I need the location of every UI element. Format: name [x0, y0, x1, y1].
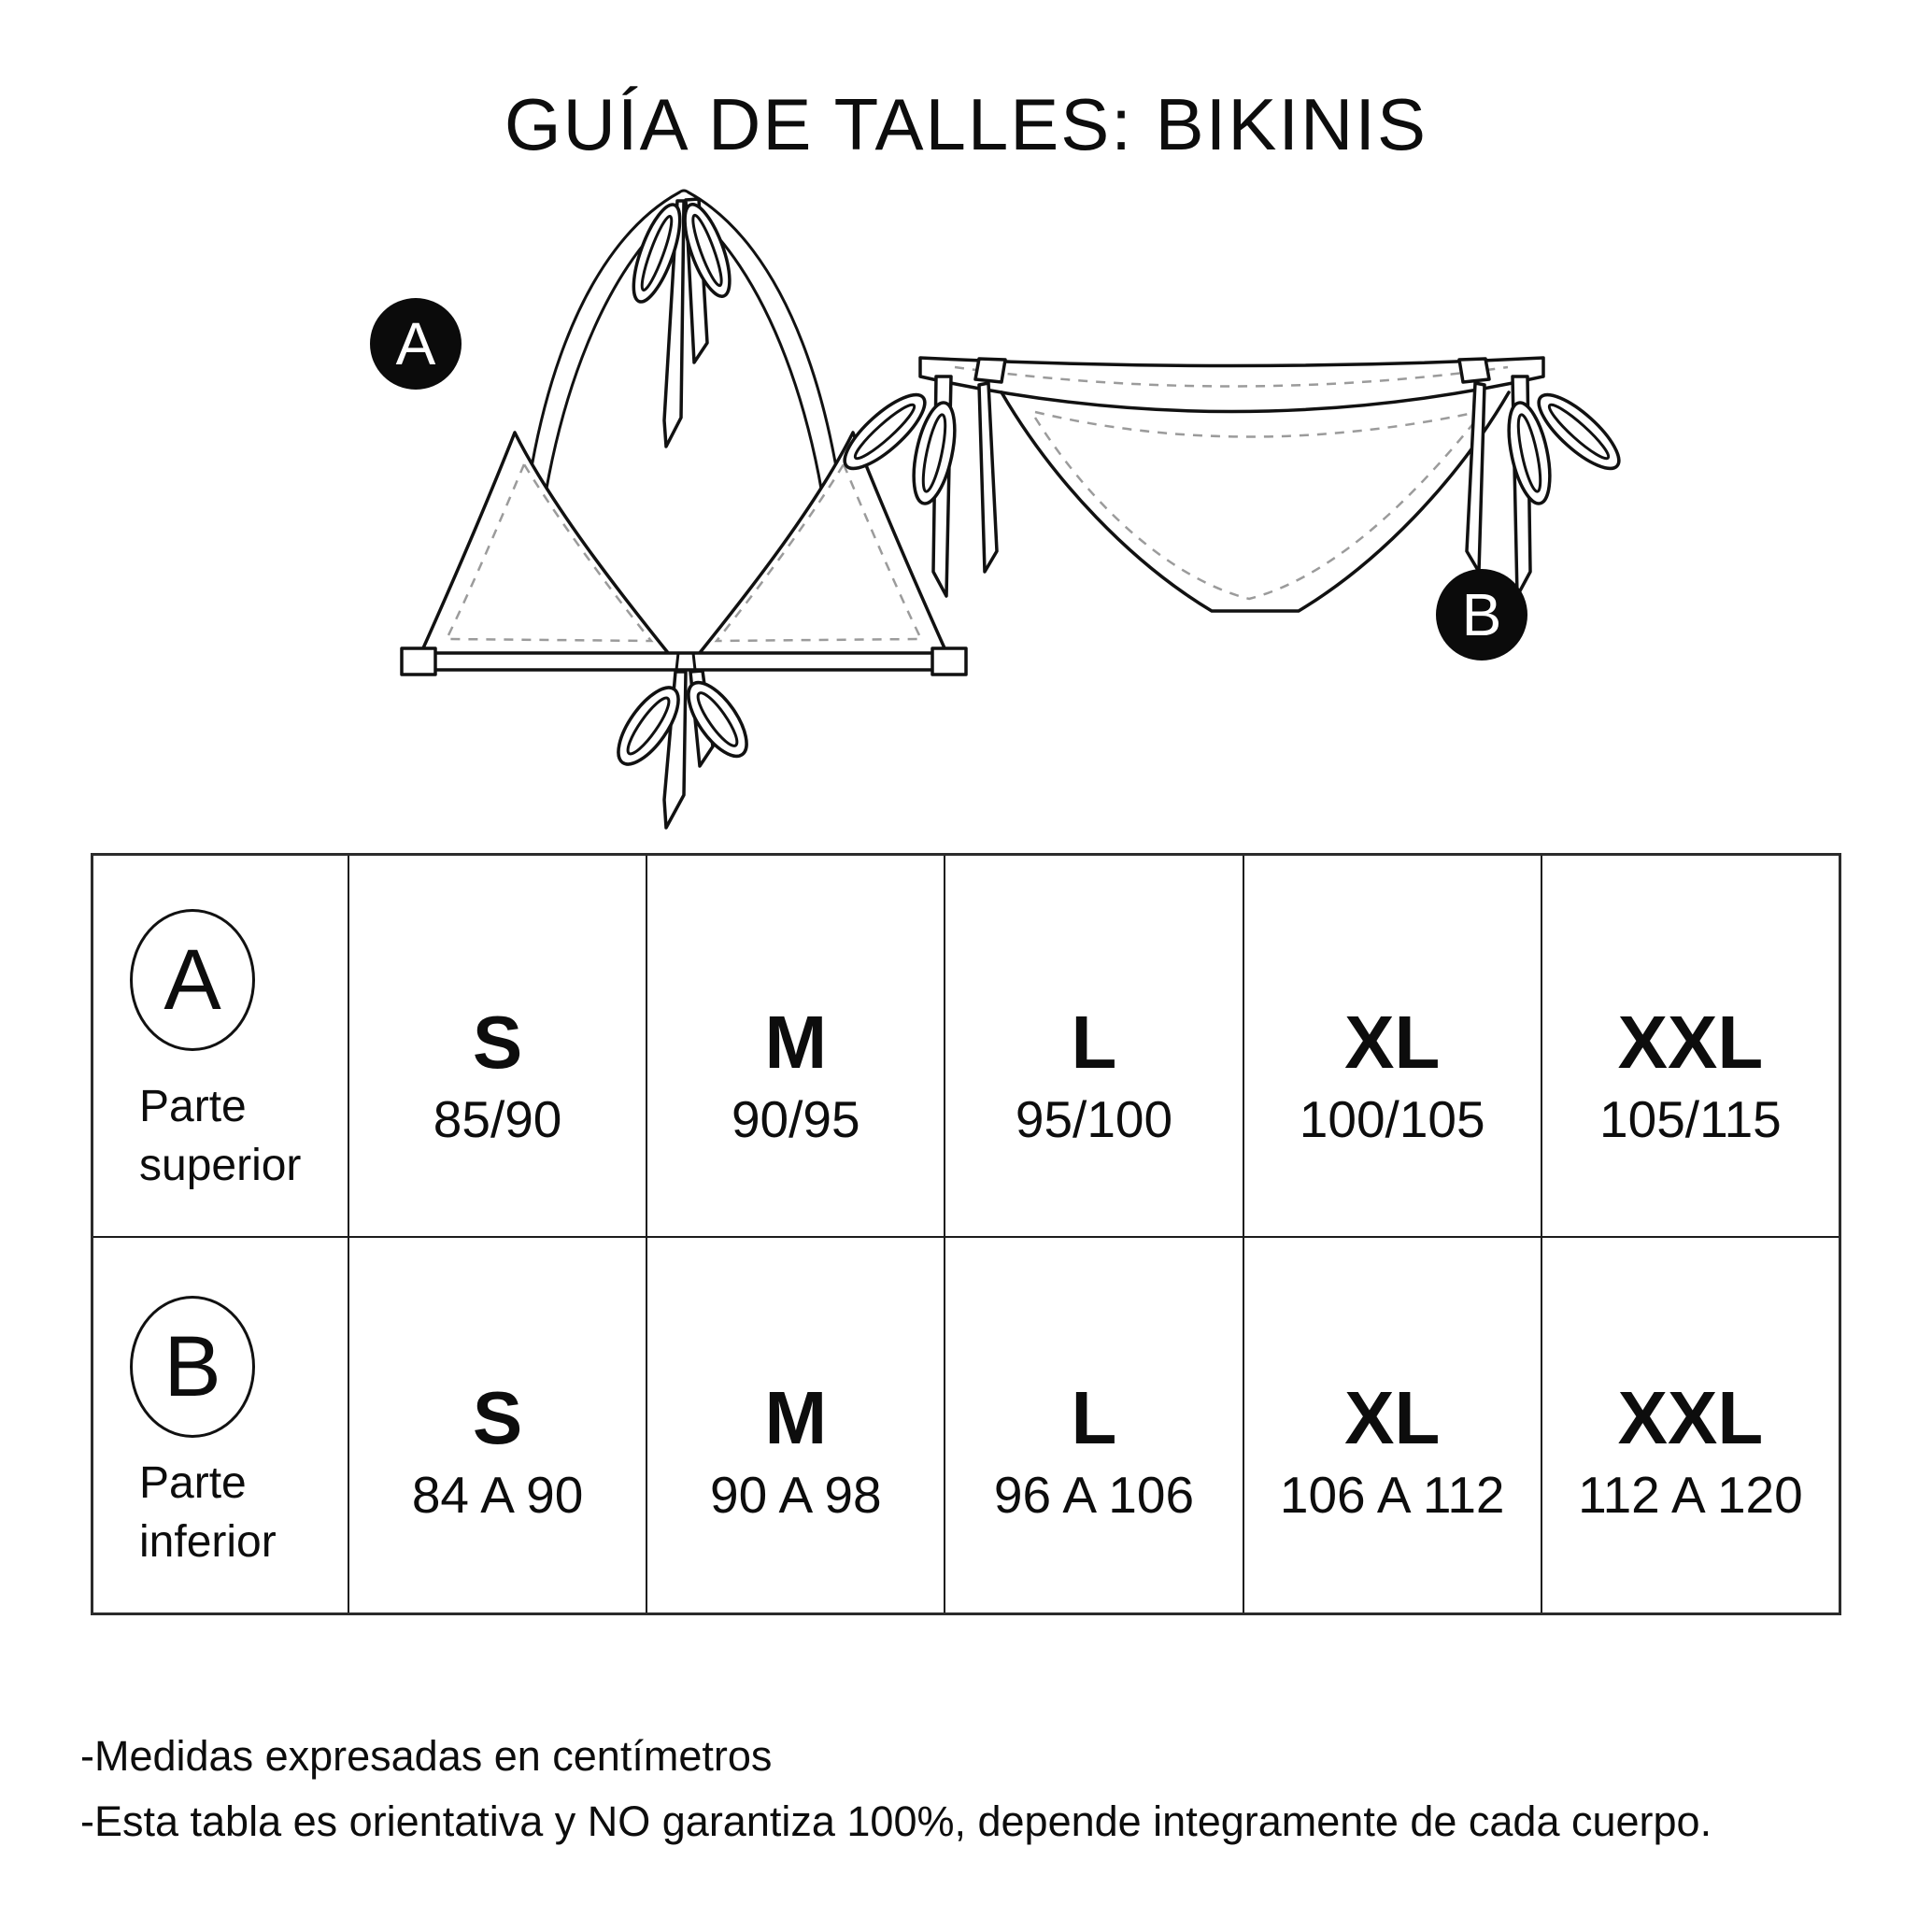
- size-letter: M: [764, 1001, 828, 1085]
- size-letter: XXL: [1617, 1001, 1764, 1085]
- row-a-header-cell: [93, 856, 348, 1236]
- size-table: [91, 853, 1841, 1615]
- cell-top-xl: [1243, 856, 1541, 1236]
- top-marker-letter: A: [395, 310, 436, 377]
- size-range: 100/105: [1299, 1090, 1485, 1149]
- top-marker-badge: [370, 298, 462, 390]
- row-b-marker-letter: B: [163, 1319, 221, 1414]
- left-cup: [422, 433, 669, 654]
- size-range: 106 A 112: [1279, 1466, 1505, 1525]
- row-b-part-label: Parte inferior: [139, 1458, 277, 1567]
- size-letter: S: [472, 1376, 523, 1460]
- note-units: -Medidas expresadas en centímetros: [80, 1732, 773, 1780]
- cell-top-xxl: [1541, 856, 1839, 1236]
- bottom-marker-badge: [1436, 569, 1527, 661]
- size-range: 95/100: [1015, 1090, 1173, 1149]
- size-range: 90/95: [731, 1090, 860, 1149]
- size-letter: XL: [1344, 1001, 1441, 1085]
- cell-top-s: [348, 856, 646, 1236]
- cell-bottom-s: [348, 1236, 646, 1612]
- row-a-marker-letter: A: [163, 932, 221, 1028]
- size-range: 105/115: [1599, 1090, 1782, 1149]
- row-b-marker-circle: [130, 1296, 255, 1438]
- bottom-marker-letter: B: [1461, 581, 1502, 648]
- row-a-marker-circle: [130, 909, 255, 1051]
- waist-band: [920, 358, 1543, 412]
- cell-bottom-xxl: [1541, 1236, 1839, 1612]
- right-tie: [1467, 376, 1629, 596]
- cell-top-m: [646, 856, 944, 1236]
- size-range: 85/90: [433, 1090, 562, 1149]
- size-range: 84 A 90: [411, 1466, 584, 1525]
- footer-notes: [80, 1724, 1883, 1854]
- row-b-header-cell: [93, 1236, 348, 1612]
- bottom-panel: [1002, 392, 1509, 611]
- row-a-part-label: Parte superior: [139, 1082, 302, 1190]
- size-letter: S: [472, 1001, 523, 1085]
- band-bow: [607, 671, 758, 828]
- size-letter: XXL: [1617, 1376, 1764, 1460]
- note-disclaimer: -Esta tabla es orientativa y NO garantiza 100%, depende integramente de cada cuerpo.: [80, 1797, 1712, 1845]
- right-cup: [699, 433, 945, 654]
- size-range: 112 A 120: [1578, 1466, 1803, 1525]
- size-range: 90 A 98: [710, 1466, 882, 1525]
- bikini-top-drawing: [402, 191, 966, 828]
- cell-bottom-m: [646, 1236, 944, 1612]
- size-letter: XL: [1344, 1376, 1441, 1460]
- size-letter: L: [1071, 1001, 1117, 1085]
- cell-top-l: [944, 856, 1242, 1236]
- size-letter: L: [1071, 1376, 1117, 1460]
- cell-bottom-l: [944, 1236, 1242, 1612]
- size-range: 96 A 106: [993, 1466, 1195, 1525]
- cell-bottom-xl: [1243, 1236, 1541, 1612]
- bikini-bottom-drawing: [834, 358, 1628, 611]
- neck-bow: [624, 199, 739, 447]
- page-title: GUÍA DE TALLES: BIKINIS: [504, 83, 1428, 166]
- size-letter: M: [764, 1376, 828, 1460]
